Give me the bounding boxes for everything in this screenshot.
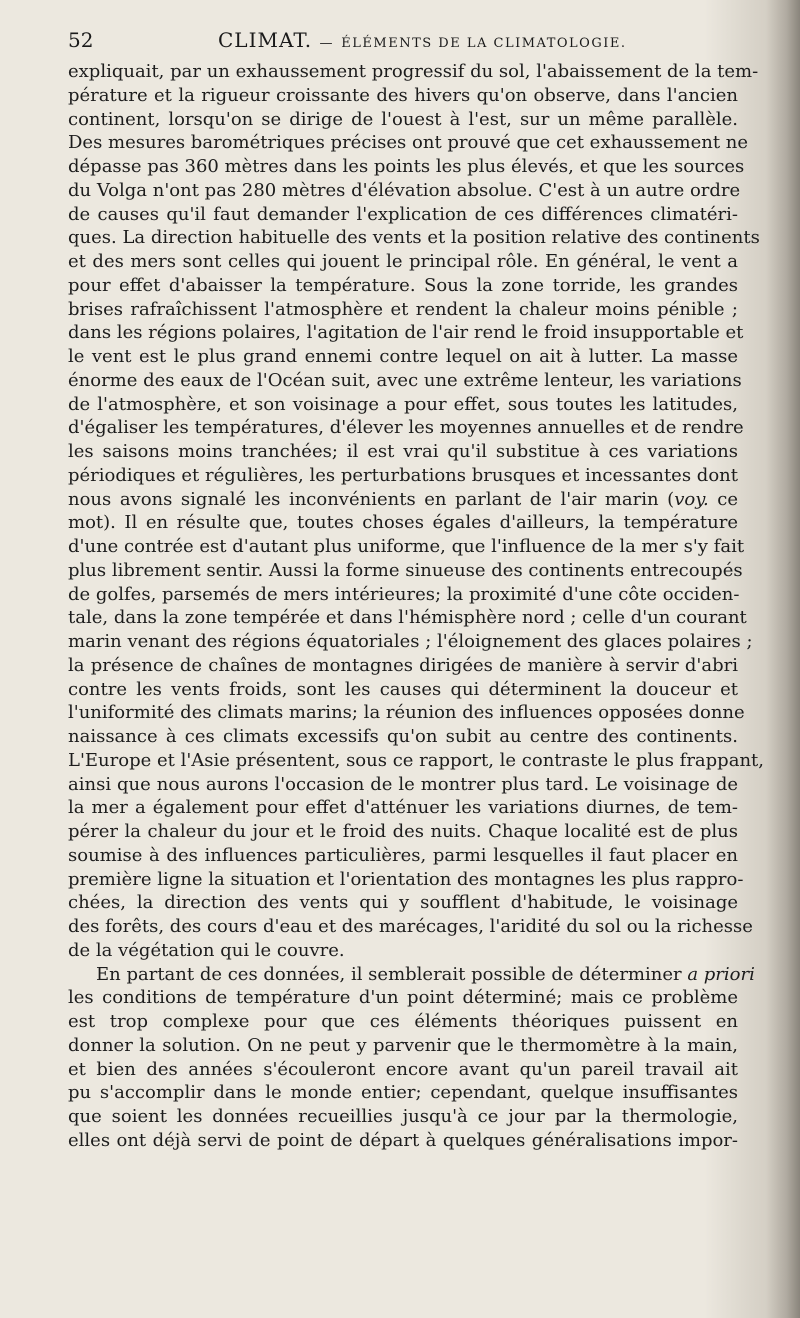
text-line: les saisons moins tranchées; il est vrai qu'il substitue à ces variations (68, 441, 738, 462)
text-line: ques. La direction habituelle des vents et la position relative des continents (68, 227, 760, 249)
text-line: pérer la chaleur du jour et le froid des nuits. Chaque localité est de plus (68, 821, 738, 842)
text-line: la présence de chaînes de montagnes dirigées de manière à servir d'abri (68, 654, 738, 676)
text-line: la mer a également pour effet d'atténuer les variations diurnes, de tem- (68, 797, 738, 819)
text-line: première ligne la situation et l'orientation des montagnes les plus rappro- (68, 868, 744, 890)
text-line: contre les vents froids, sont les causes qui déterminent la douceur et (68, 678, 738, 700)
text-line: pour effet d'abaisser la température. Sous la zone torride, les grandes (68, 274, 738, 296)
text-line: dans les régions polaires, l'agitation de l'air rend le froid insupportable et (68, 322, 744, 344)
italic-term: a priori (687, 963, 755, 985)
text-line: donner la solution. On ne peut y parvenir que le thermomètre à la main, (68, 1034, 738, 1056)
text-line: d'égaliser les températures, d'élever les moyennes annuelles et de rendre (68, 417, 744, 439)
body-text (68, 60, 764, 1153)
page-header (68, 28, 738, 58)
text-line: des forêts, des cours d'eau et des marécages, l'aridité du sol ou la richesse (68, 916, 753, 937)
text-line: marin venant des régions équatoriales ; l'éloignement des glaces polaires ; (68, 631, 753, 652)
text-line: pérature et la rigueur croissante des hivers qu'on observe, dans l'ancien (68, 84, 738, 106)
text-line: dépasse pas 360 mètres dans les points les plus élevés, et que les sources (68, 156, 745, 177)
italic-term: voy. (674, 488, 709, 510)
text-line: du Volga n'ont pas 280 mètres d'élévation absolue. C'est à un autre ordre (68, 179, 741, 201)
page-edge-shadow (766, 0, 800, 1318)
text-line: naissance à ces climats excessifs qu'on subit au centre des continents. (68, 726, 738, 747)
page-number: 52 (68, 28, 94, 52)
text-line: de golfes, parsemés de mers intérieures; la proximité d'une côte occiden- (68, 583, 740, 605)
text-line: les conditions de température d'un point déterminé; mais ce problème (68, 987, 738, 1009)
text-line: que soient les données recueillies jusqu'à ce jour par la thermologie, (68, 1106, 738, 1127)
text-line: de causes qu'il faut demander l'explication de ces différences climatéri- (68, 203, 738, 225)
text-line: périodiques et régulières, les perturbations brusques et incessantes dont (68, 464, 738, 486)
running-head-subtitle: ÉLÉMENTS DE LA CLIMATOLOGIE. (341, 36, 627, 51)
text-line: soumise à des influences particulières, parmi lesquelles il faut placer en (68, 844, 738, 866)
text-line: d'une contrée est d'autant plus uniforme, que l'influence de la mer s'y fait (68, 536, 745, 557)
running-head (218, 28, 626, 52)
text-line: continent, lorsqu'on se dirige de l'ouest à l'est, sur un même parallèle. (68, 108, 738, 130)
text-line: de la végétation qui le couvre. (68, 939, 345, 961)
running-head-separator: — (319, 36, 334, 51)
text-line: elles ont déjà servi de point de départ à quelques généralisations impor- (68, 1129, 738, 1151)
text-line: brises rafraîchissent l'atmosphère et rendent la chaleur moins pénible ; (68, 298, 738, 320)
text-line: ainsi que nous aurons l'occasion de le montrer plus tard. Le voisinage de (68, 773, 738, 795)
text-line: et bien des années s'écouleront encore avant qu'un pareil travail ait (68, 1058, 738, 1080)
text-line: mot). Il en résulte que, toutes choses égales d'ailleurs, la température (68, 512, 738, 534)
text-line: En partant de ces données, il semblerait possible de déterminer a priori (96, 963, 755, 985)
text-line: expliquait, par un exhaussement progressif du sol, l'abaissement de la tem- (68, 61, 759, 82)
text-line: le vent est le plus grand ennemi contre lequel on ait à lutter. La masse (68, 346, 738, 367)
text-line: et des mers sont celles qui jouent le principal rôle. En général, le vent a (68, 251, 738, 272)
text-line: L'Europe et l'Asie présentent, sous ce rapport, le contraste le plus frappant, (68, 749, 764, 771)
text-line: est trop complexe pour que ces éléments théoriques puissent en (68, 1011, 738, 1032)
text-line: tale, dans la zone tempérée et dans l'hémisphère nord ; celle d'un courant (68, 607, 747, 629)
text-line: plus librement sentir. Aussi la forme sinueuse des continents entrecoupés (68, 559, 743, 581)
text-line: l'uniformité des climats marins; la réunion des influences opposées donne (68, 702, 745, 724)
running-head-title: CLIMAT. (218, 28, 313, 52)
text-line: Des mesures barométriques précises ont prouvé que cet exhaussement ne (68, 132, 749, 154)
text-line: nous avons signalé les inconvénients en parlant de l'air marin (voy. ce (68, 488, 738, 510)
text-line: énorme des eaux de l'Océan suit, avec une extrême lenteur, les variations (68, 369, 742, 391)
text-line: de l'atmosphère, et son voisinage a pour effet, sous toutes les latitudes, (68, 393, 738, 415)
text-line: chées, la direction des vents qui y soufflent d'habitude, le voisinage (68, 892, 738, 914)
text-line: pu s'accomplir dans le monde entier; cependant, quelque insuffisantes (68, 1082, 738, 1104)
